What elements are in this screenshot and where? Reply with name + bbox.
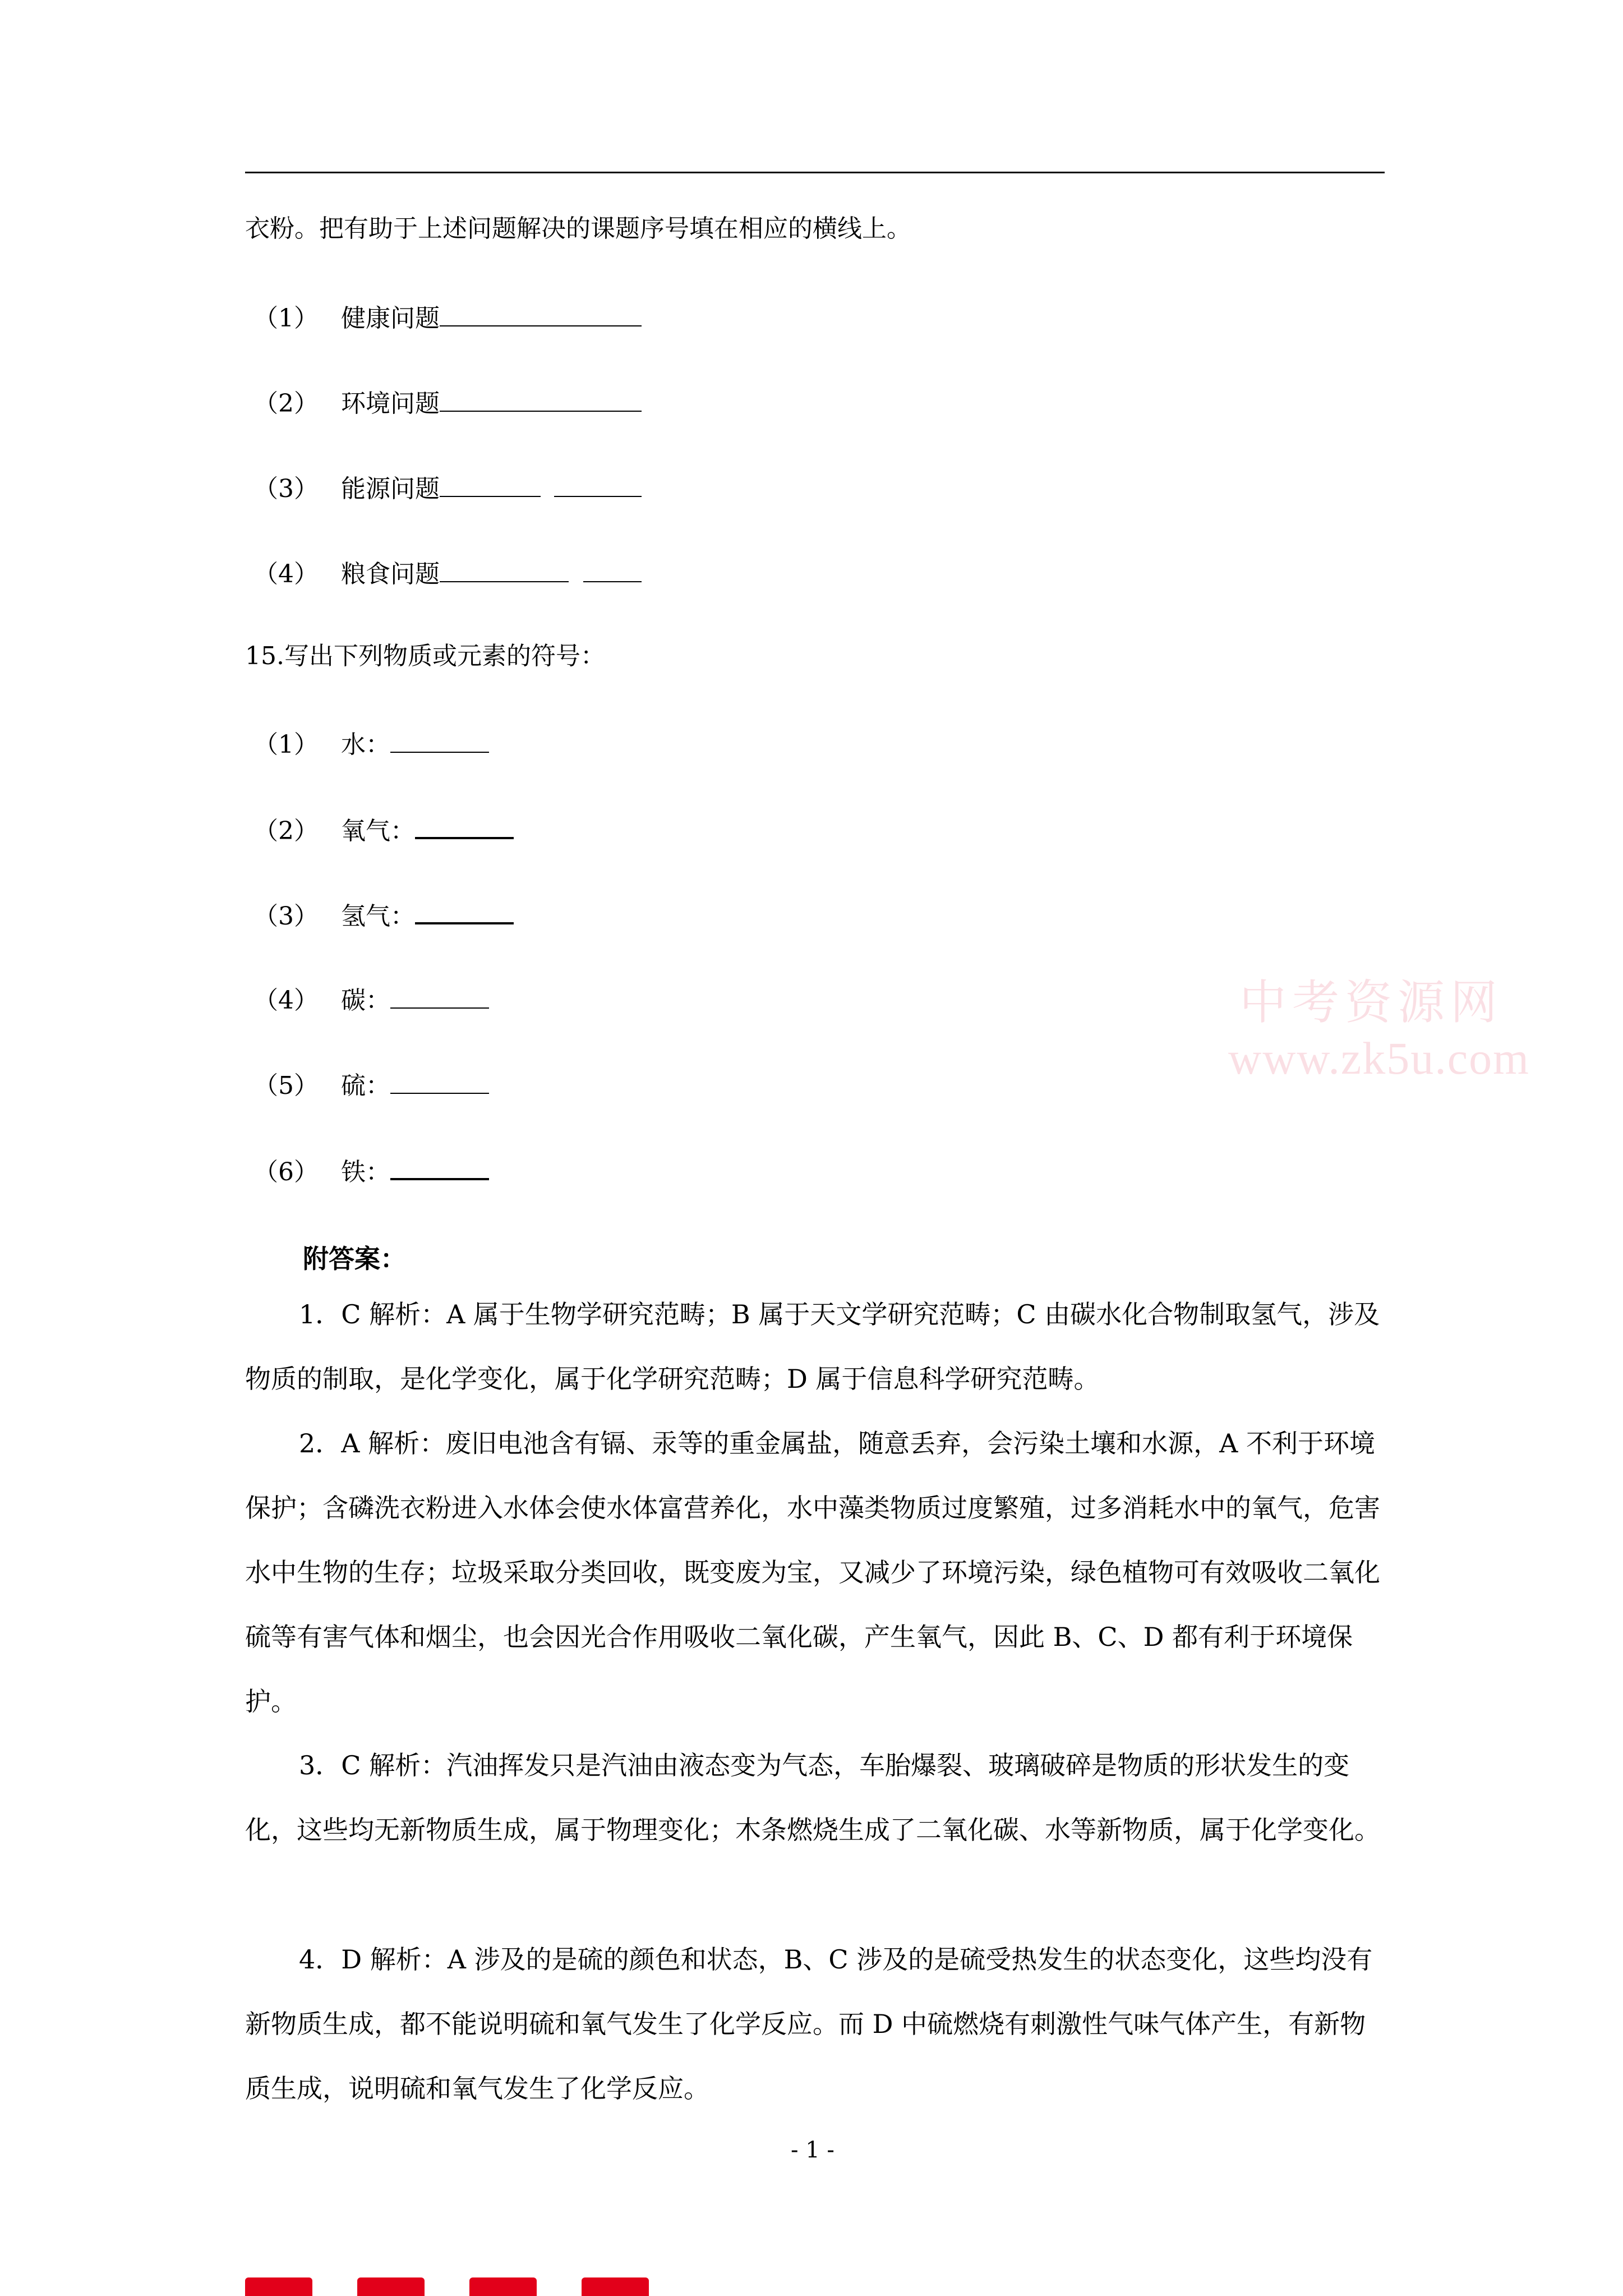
q15-item-num: （6） xyxy=(253,1158,319,1186)
q14-item-num: （1） xyxy=(253,304,319,333)
watermark-url: www.zk5u.com xyxy=(1228,1033,1530,1084)
answer-blank[interactable] xyxy=(390,1156,489,1180)
q14-item-2 xyxy=(253,388,642,416)
q15-item-label: 氢气： xyxy=(341,902,415,931)
q14-item-num: （2） xyxy=(253,389,319,418)
answer-1 xyxy=(245,1282,1385,1411)
q14-item-label: 环境问题 xyxy=(341,389,440,418)
intro-line: 衣粉。把有助于上述问题解决的课题序号填在相应的横线上。 xyxy=(245,214,911,243)
answer-blank[interactable] xyxy=(440,473,541,497)
q14-item-num: （4） xyxy=(253,560,319,588)
q15-item-num: （3） xyxy=(253,902,319,931)
q15-item-num: （1） xyxy=(253,730,319,759)
answer-text: 3．C 解析：汽油挥发只是汽油由液态变为气态，车胎爆裂、玻璃破碎是物质的形状发生的变化，这些均无新物质生成，属于物理变化；木条燃烧生成了二氧化碳、水等新物质，属于化学变化。 xyxy=(245,1750,1380,1845)
answers-heading: 附答案： xyxy=(303,1244,406,1274)
q14-item-label: 能源问题 xyxy=(341,475,440,503)
answer-blank[interactable] xyxy=(390,1070,489,1094)
watermark-title: 中考资源网 xyxy=(1239,977,1504,1029)
answer-blank[interactable] xyxy=(415,900,514,924)
q15-item-2 xyxy=(253,815,514,844)
q15-item-label: 水： xyxy=(341,730,390,759)
answer-blank[interactable] xyxy=(583,559,642,582)
answer-2 xyxy=(245,1411,1385,1734)
q15-item-6 xyxy=(253,1156,489,1185)
q14-item-label: 粮食问题 xyxy=(341,560,440,588)
answer-blank[interactable] xyxy=(415,815,514,839)
q14-item-3 xyxy=(253,473,642,501)
answer-4 xyxy=(245,1927,1385,2121)
q15-title: 15.写出下列物质或元素的符号： xyxy=(245,642,605,670)
q15-item-label: 碳： xyxy=(341,986,390,1015)
answer-blank[interactable] xyxy=(440,303,642,326)
answer-blank[interactable] xyxy=(390,985,489,1009)
q15-item-1 xyxy=(253,729,489,757)
q14-item-label: 健康问题 xyxy=(341,304,440,333)
footer-red-banner xyxy=(245,2266,750,2296)
answer-text: 4．D 解析：A 涉及的是硫的颜色和状态，B、C 涉及的是硫受热发生的状态变化，这些均没有新物质生成，都不能说明硫和氧气发生了化学反应。而 D 中硫燃烧有刺激性气味气体产生，有新物质生成，说明硫和氧气发生了化学反应。 xyxy=(245,1944,1373,2104)
header-rule xyxy=(245,172,1385,173)
q15-item-label: 铁： xyxy=(341,1158,390,1186)
q15-item-label: 氧气： xyxy=(341,817,415,845)
answer-text: 1．C 解析：A 属于生物学研究范畴；B 属于天文学研究范畴；C 由碳水化合物制取氢气，涉及物质的制取，是化学变化，属于化学研究范畴；D 属于信息科学研究范畴。 xyxy=(245,1299,1380,1394)
q15-item-num: （4） xyxy=(253,986,319,1015)
page-number: - 1 - xyxy=(791,2137,834,2163)
answer-blank[interactable] xyxy=(440,559,569,582)
q14-item-num: （3） xyxy=(253,475,319,503)
q15-item-num: （5） xyxy=(253,1071,319,1100)
answer-text: 2．A 解析：废旧电池含有镉、汞等的重金属盐，随意丢弃，会污染土壤和水源，A 不利于环境保护；含磷洗衣粉进入水体会使水体富营养化，水中藻类物质过度繁殖，过多消耗水中的氧气，危害水中生物的生存；垃圾采取分类回收，既变废为宝，又减少了环境污染，绿色植物可有效吸收二氧化硫等有害气体和烟尘，也会因光合作用吸收二氧化碳，产生氧气，因此 B、C、D 都有利于环境保护。 xyxy=(245,1428,1380,1717)
q15-item-5 xyxy=(253,1070,489,1098)
answer-3 xyxy=(245,1733,1385,1862)
answer-blank[interactable] xyxy=(440,388,642,412)
answer-blank[interactable] xyxy=(390,729,489,753)
q14-item-4 xyxy=(253,559,642,587)
answer-blank[interactable] xyxy=(554,473,642,497)
q15-item-num: （2） xyxy=(253,817,319,845)
q15-item-label: 硫： xyxy=(341,1071,390,1100)
q14-item-1 xyxy=(253,303,642,331)
q15-item-4 xyxy=(253,985,489,1013)
q15-item-3 xyxy=(253,900,514,929)
